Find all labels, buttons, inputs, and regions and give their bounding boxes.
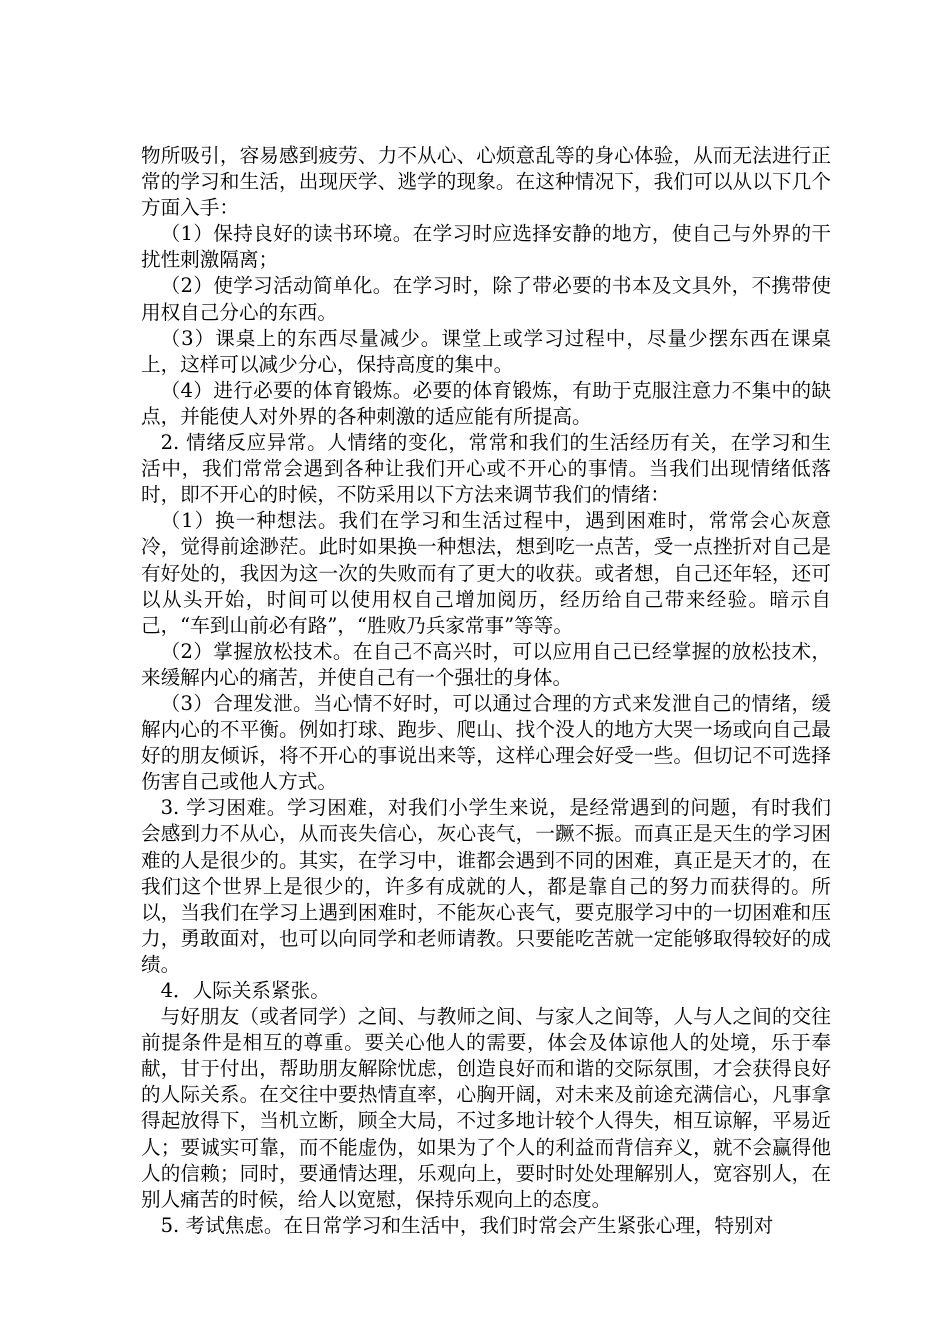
paragraph-item-2-1: （1）换一种想法。我们在学习和生活过程中，遇到困难时，常常会心灰意冷，觉得前途渺茫。此时如果换一种想法，想到吃一点苦，受一点挫折对自己是有好处的，我因为这一次的失败而有了更大的收获。或者想，自己还年轻，还可以从头开始，时间可以使用权自己增加阅历，经历给自己带来经验。暗示自己，“车到山前必有路”，“胜败乃兵家常事”等等。 xyxy=(141,509,831,637)
paragraph-item-2-2: （2）掌握放松技术。在自己不高兴时，可以应用自己已经掌握的放松技术，来缓解内心的痛苦，并使自己有一个强壮的身体。 xyxy=(141,639,831,689)
paragraph-section-3: 3. 学习困难。学习困难，对我们小学生来说，是经常遇到的问题，有时我们会感到力不从心，从而丧失信心，灰心丧气，一蹶不振。而真正是天生的学习困难的人是很少的。其实，在学习中，谁都会遇到不同的困难，真正是天才的，在我们这个世界上是很少的，许多有成就的人，都是靠自己的努力而获得的。所以，当我们在学习上遇到困难时，不能灰心丧气，要克服学习中的一切困难和压力，勇敢面对，也可以向同学和老师请教。只要能吃苦就一定能够取得较好的成绩。 xyxy=(141,796,831,976)
paragraph-item-1-2: （2）使学习活动简单化。在学习时，除了带必要的书本及文具外，不携带使用权自己分心的东西。 xyxy=(141,274,831,324)
paragraph-item-2-3: （3）合理发泄。当心情不好时，可以通过合理的方式来发泄自己的情绪，缓解内心的不平衡。例如打球、跑步、爬山、找个没人的地方大哭一场或向自己最好的朋友倾诉，将不开心的事说出来等，这样心理会好受一些。但切记不可选择伤害自己或他人方式。 xyxy=(141,691,831,794)
paragraph-section-2: 2. 情绪反应异常。人情绪的变化，常常和我们的生活经历有关，在学习和生活中，我们常常会遇到各种让我们开心或不开心的事情。当我们出现情绪低落时，即不开心的时候，不防采用以下方法来调节我们的情绪： xyxy=(141,431,831,507)
document-page xyxy=(141,143,831,1239)
paragraph-section-5: 5. 考试焦虑。在日常学习和生活中，我们时常会产生紧张心理，特别对 xyxy=(160,1213,774,1237)
paragraph-intro: 物所吸引，容易感到疲劳、力不从心、心烦意乱等的身心体验，从而无法进行正常的学习和生活，出现厌学、逃学的现象。在这种情况下，我们可以从以下几个方面入手： xyxy=(141,144,831,220)
paragraph-item-1-4: （4）进行必要的体育锻炼。必要的体育锻炼，有助于克服注意力不集中的缺点，并能使人对外界的各种刺激的适应能有所提高。 xyxy=(141,378,831,428)
paragraph-item-1-1: （1）保持良好的读书环境。在学习时应选择安静的地方，使自己与外界的干扰性刺激隔离； xyxy=(141,222,831,272)
paragraph-section-4-body: 与好朋友（或者同学）之间、与教师之间、与家人之间等，人与人之间的交往前提条件是相互的尊重。要关心他人的需要，体会及体谅他人的处境，乐于奉献，甘于付出，帮助朋友解除忧虑，创造良好而和谐的交际氛围，才会获得良好的人际关系。在交往中要热情直率，心胸开阔，对未来及前途充满信心，凡事拿得起放得下，当机立断，顾全大局，不过多地计较个人得失，相互谅解，平易近人；要诚实可靠，而不能虚伪，如果为了个人的利益而背信弃义，就不会赢得他人的信赖；同时，要通情达理，乐观向上，要时时处处理解别人，宽容别人，在别人痛苦的时候，给人以宽慰，保持乐观向上的态度。 xyxy=(141,1005,831,1211)
paragraph-section-4-heading: 4．人际关系紧张。 xyxy=(160,979,330,1002)
paragraph-item-1-3: （3）课桌上的东西尽量减少。课堂上或学习过程中，尽量少摆东西在课桌上，这样可以减少分心，保持高度的集中。 xyxy=(141,326,831,376)
